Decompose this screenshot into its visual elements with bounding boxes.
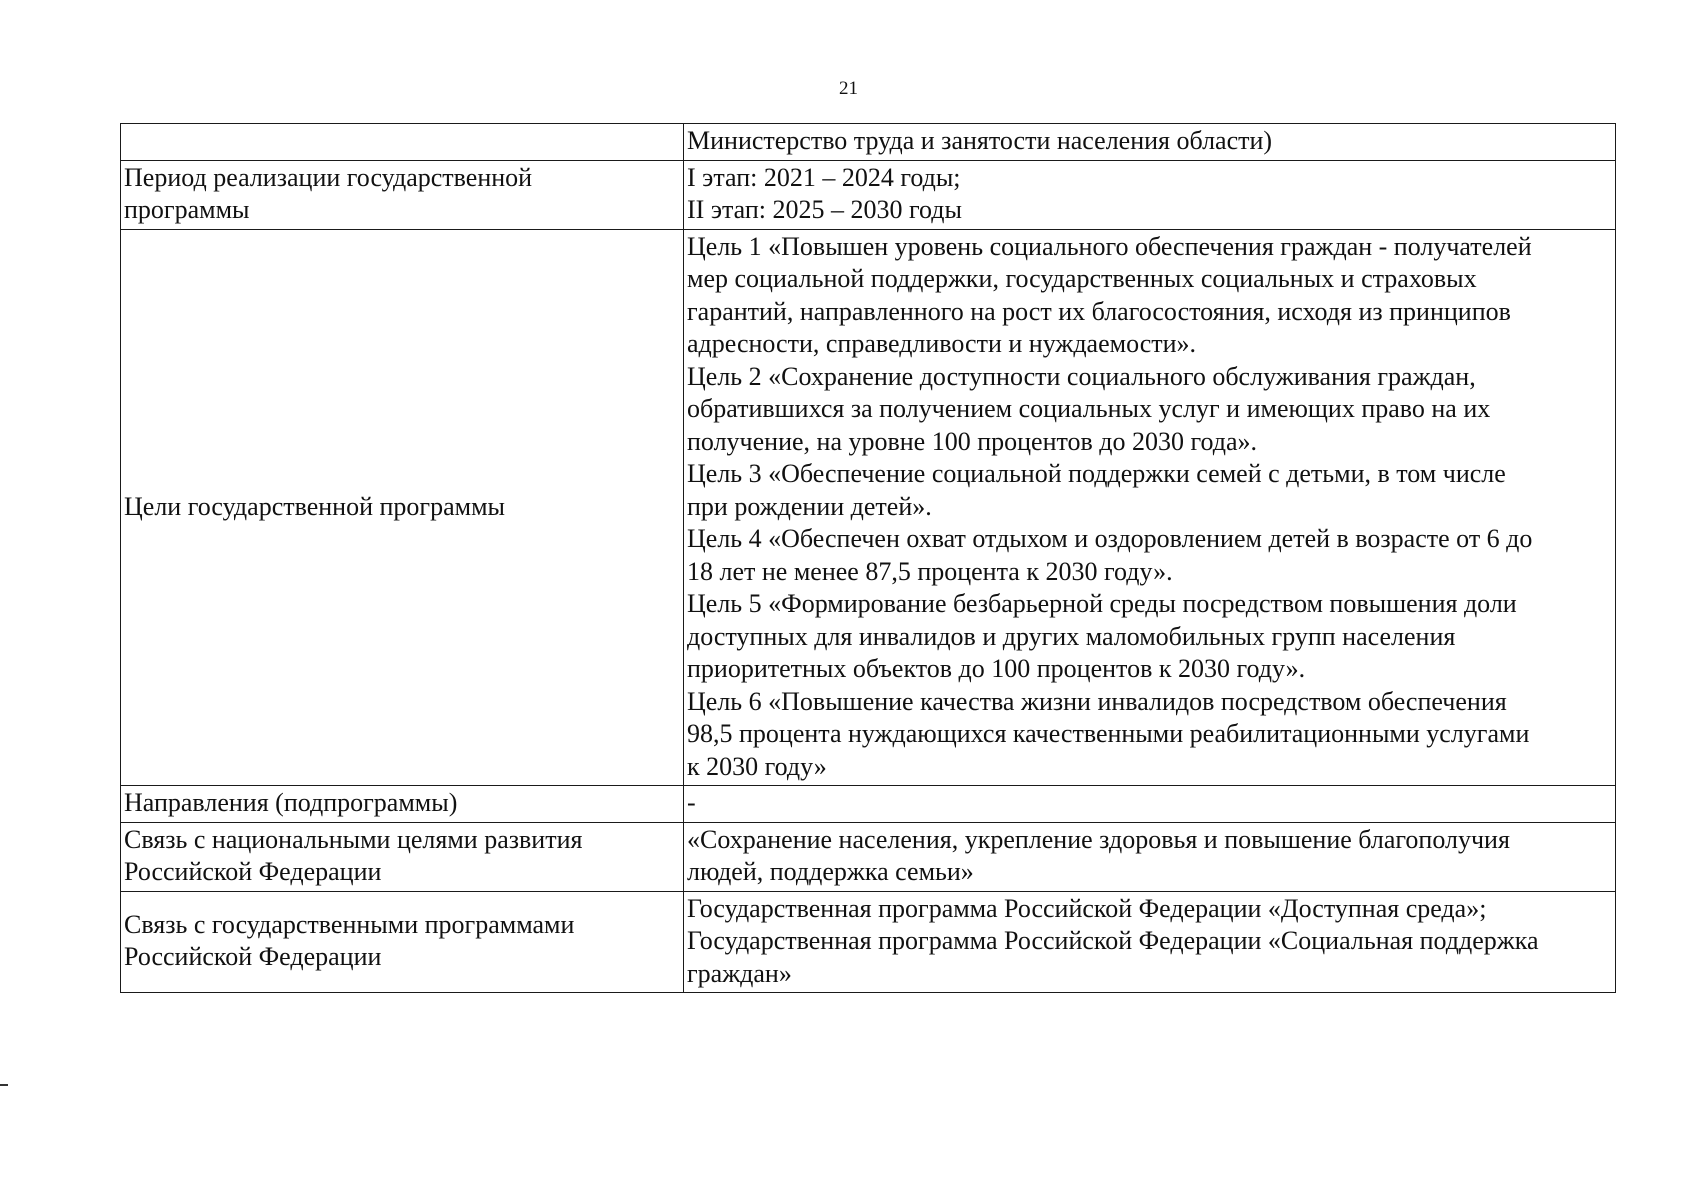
passport-table — [120, 123, 1616, 993]
goal-line: при рождении детей». — [687, 491, 932, 521]
value-cell-national-goals — [684, 822, 1616, 891]
value-cell-responsible — [684, 124, 1616, 161]
label-cell-directions — [121, 786, 684, 823]
page-number: 21 — [839, 78, 858, 99]
table-row-directions — [121, 786, 1616, 823]
goal-line: Цель 5 «Формирование безбарьерной среды посредством повышения доли — [687, 589, 1517, 618]
label-cell-empty — [121, 124, 684, 161]
goal-line: Цель 3 «Обеспечение социальной поддержки семей с детьми, в том числе — [687, 459, 1506, 488]
goal-line: получение, на уровне 100 процентов до 2030 года». — [687, 426, 1258, 456]
label-line: Российской Федерации — [124, 942, 382, 972]
label-line: Цели государственной программы — [124, 491, 505, 521]
table-row-state-programs — [121, 891, 1616, 993]
label-cell-goals — [121, 229, 684, 786]
value-line: Государственная программа Российской Федерации «Социальная поддержка — [687, 926, 1539, 955]
label-line: Направления (подпрограммы) — [124, 788, 458, 817]
value-cell-directions — [684, 786, 1616, 823]
value-line: людей, поддержка семьи» — [687, 857, 974, 886]
goal-line: к 2030 году» — [687, 751, 827, 781]
value-line: Государственная программа Российской Федерации «Доступная среда»; — [687, 893, 1487, 923]
label-cell-state-programs — [121, 891, 684, 993]
table-row-goals — [121, 229, 1616, 786]
margin-mark — [0, 1084, 8, 1086]
label-line: Российской Федерации — [124, 857, 382, 886]
goal-line: обратившихся за получением социальных услуг и имеющих право на их — [687, 394, 1491, 423]
goal-line: гарантий, направленного на рост их благосостояния, исходя из принципов — [687, 296, 1511, 326]
label-line: Связь с национальными целями развития — [124, 824, 583, 854]
value-line: II этап: 2025 – 2030 годы — [687, 195, 962, 224]
value-cell-state-programs — [684, 891, 1616, 993]
value-cell-goals — [684, 229, 1616, 786]
table-row-national-goals — [121, 822, 1616, 891]
goal-line: приоритетных объектов до 100 процентов к 2030 году». — [687, 654, 1306, 683]
goal-line: Цель 4 «Обеспечен охват отдыхом и оздоровлением детей в возрасте от 6 до — [687, 524, 1533, 553]
value-line: I этап: 2021 – 2024 годы; — [687, 162, 961, 192]
value-line: граждан» — [687, 958, 792, 988]
goal-line: 98,5 процента нуждающихся качественными реабилитационными услугами — [687, 719, 1530, 748]
label-line: Период реализации государственной — [124, 162, 533, 192]
value-line: - — [687, 788, 696, 817]
goal-line: адресности, справедливости и нуждаемости». — [687, 329, 1197, 358]
label-line: Связь с государственными программами — [124, 909, 575, 939]
value-line: Министерство труда и занятости населения области) — [687, 126, 1273, 155]
label-cell-national-goals — [121, 822, 684, 891]
value-line: «Сохранение населения, укрепление здоровья и повышение благополучия — [687, 824, 1510, 854]
goal-line: Цель 6 «Повышение качества жизни инвалидов посредством обеспечения — [687, 686, 1507, 716]
goal-line: 18 лет не менее 87,5 процента к 2030 году». — [687, 556, 1173, 586]
label-line: программы — [124, 195, 250, 224]
goal-line: Цель 1 «Повышен уровень социального обеспечения граждан - получателей — [687, 231, 1532, 261]
goal-line: Цель 2 «Сохранение доступности социального обслуживания граждан, — [687, 361, 1476, 391]
table-row-responsible-continued — [121, 124, 1616, 161]
table-row-period — [121, 160, 1616, 229]
value-cell-period — [684, 160, 1616, 229]
goal-line: доступных для инвалидов и других маломобильных групп населения — [687, 621, 1456, 651]
goal-line: мер социальной поддержки, государственных социальных и страховых — [687, 264, 1477, 293]
label-cell-period — [121, 160, 684, 229]
